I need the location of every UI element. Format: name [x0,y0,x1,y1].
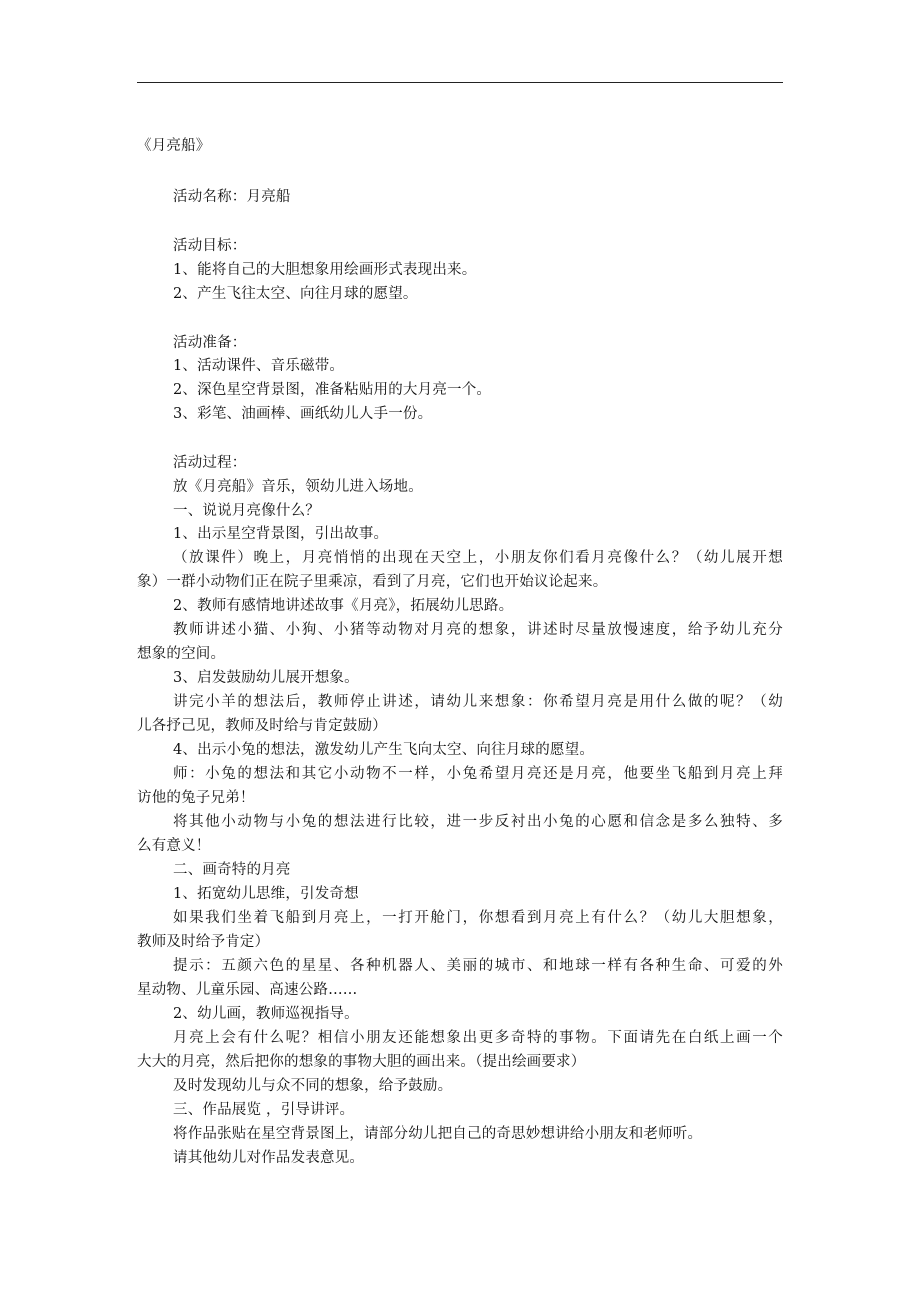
process-line: 请其他幼儿对作品发表意见。 [173,1150,365,1166]
process-line: 月亮上会有什么呢？相信小朋友还能想象出更多奇特的事物。下面请先在白纸上画一个 [173,1030,783,1046]
prep-item: 3、彩笔、油画棒、画纸幼儿人手一份。 [173,406,433,422]
process-line: 访他的兔子兄弟！ [137,790,255,806]
process-line: 教师讲述小猫、小狗、小猪等动物对月亮的想象，讲述时尽量放慢速度，给予幼儿充分 [173,622,783,638]
activity-name: 活动名称：月亮船 [173,189,291,205]
process-line: 放《月亮船》音乐，领幼儿进入场地。 [173,479,423,495]
prep-heading: 活动准备： [173,335,247,351]
section-heading: 一、说说月亮像什么？ [173,503,320,519]
goals-heading: 活动目标： [173,238,247,254]
process-line: 提示：五颜六色的星星、各种机器人、美丽的城市、和地球一样有各种生命、可爱的外 [173,958,783,974]
process-line: 1、拓宽幼儿思维，引发奇想 [173,886,359,902]
process-line: 4、出示小兔的想法，激发幼儿产生飞向太空、向往月球的愿望。 [173,742,595,758]
process-line: 将作品张贴在星空背景图上，请部分幼儿把自己的奇思妙想讲给小朋友和老师听。 [173,1126,703,1142]
process-line: （放课件）晚上，月亮悄悄的出现在天空上，小朋友你们看月亮像什么？（幼儿展开想 [173,550,783,566]
process-line: 如果我们坐着飞船到月亮上，一打开舱门，你想看到月亮上有什么？（幼儿大胆想象， [173,910,783,926]
process-line: 讲完小羊的想法后，教师停止讲述，请幼儿来想象：你希望月亮是用什么做的呢？（幼 [173,694,783,710]
prep-item: 2、深色星空背景图，准备粘贴用的大月亮一个。 [173,382,492,398]
process-line: 3、启发鼓励幼儿展开想象。 [173,670,359,686]
process-line: 星动物、儿童乐园、高速公路…… [137,982,358,998]
document-title: 《月亮船》 [137,138,211,154]
process-line: 儿各抒己见，教师及时给与肯定鼓励） [137,718,387,734]
process-line: 大大的月亮，然后把你的想象的事物大胆的画出来。（提出绘画要求） [137,1054,586,1070]
process-line: 么有意义！ [137,838,211,854]
process-line: 师：小兔的想法和其它小动物不一样，小兔希望月亮还是月亮，他要坐飞船到月亮上拜 [173,766,783,782]
goal-item: 1、能将自己的大胆想象用绘画形式表现出来。 [173,262,477,278]
process-line: 2、教师有感情地讲述故事《月亮》，拓展幼儿思路。 [173,598,514,614]
process-line: 及时发现幼儿与众不同的想象，给予鼓励。 [173,1078,453,1094]
goal-item: 2、产生飞往太空、向往月球的愿望。 [173,286,418,302]
process-line: 想象的空间。 [137,646,226,662]
process-heading: 活动过程： [173,455,247,471]
prep-item: 1、活动课件、音乐磁带。 [173,358,345,374]
section-heading: 三、作品展览 ，引导讲评。 [173,1102,355,1118]
process-line: 象）一群小动物们正在院子里乘凉，看到了月亮，它们也开始议论起来。 [137,574,608,590]
section-heading: 二、画奇特的月亮 [173,862,291,878]
process-line: 1、出示星空背景图，引出故事。 [173,526,389,542]
process-line: 2、幼儿画，教师巡视指导。 [173,1006,359,1022]
process-line: 教师及时给予肯定） [137,934,270,950]
header-rule [137,82,783,83]
process-line: 将其他小动物与小兔的想法进行比较，进一步反衬出小兔的心愿和信念是多么独特、多 [173,814,783,830]
